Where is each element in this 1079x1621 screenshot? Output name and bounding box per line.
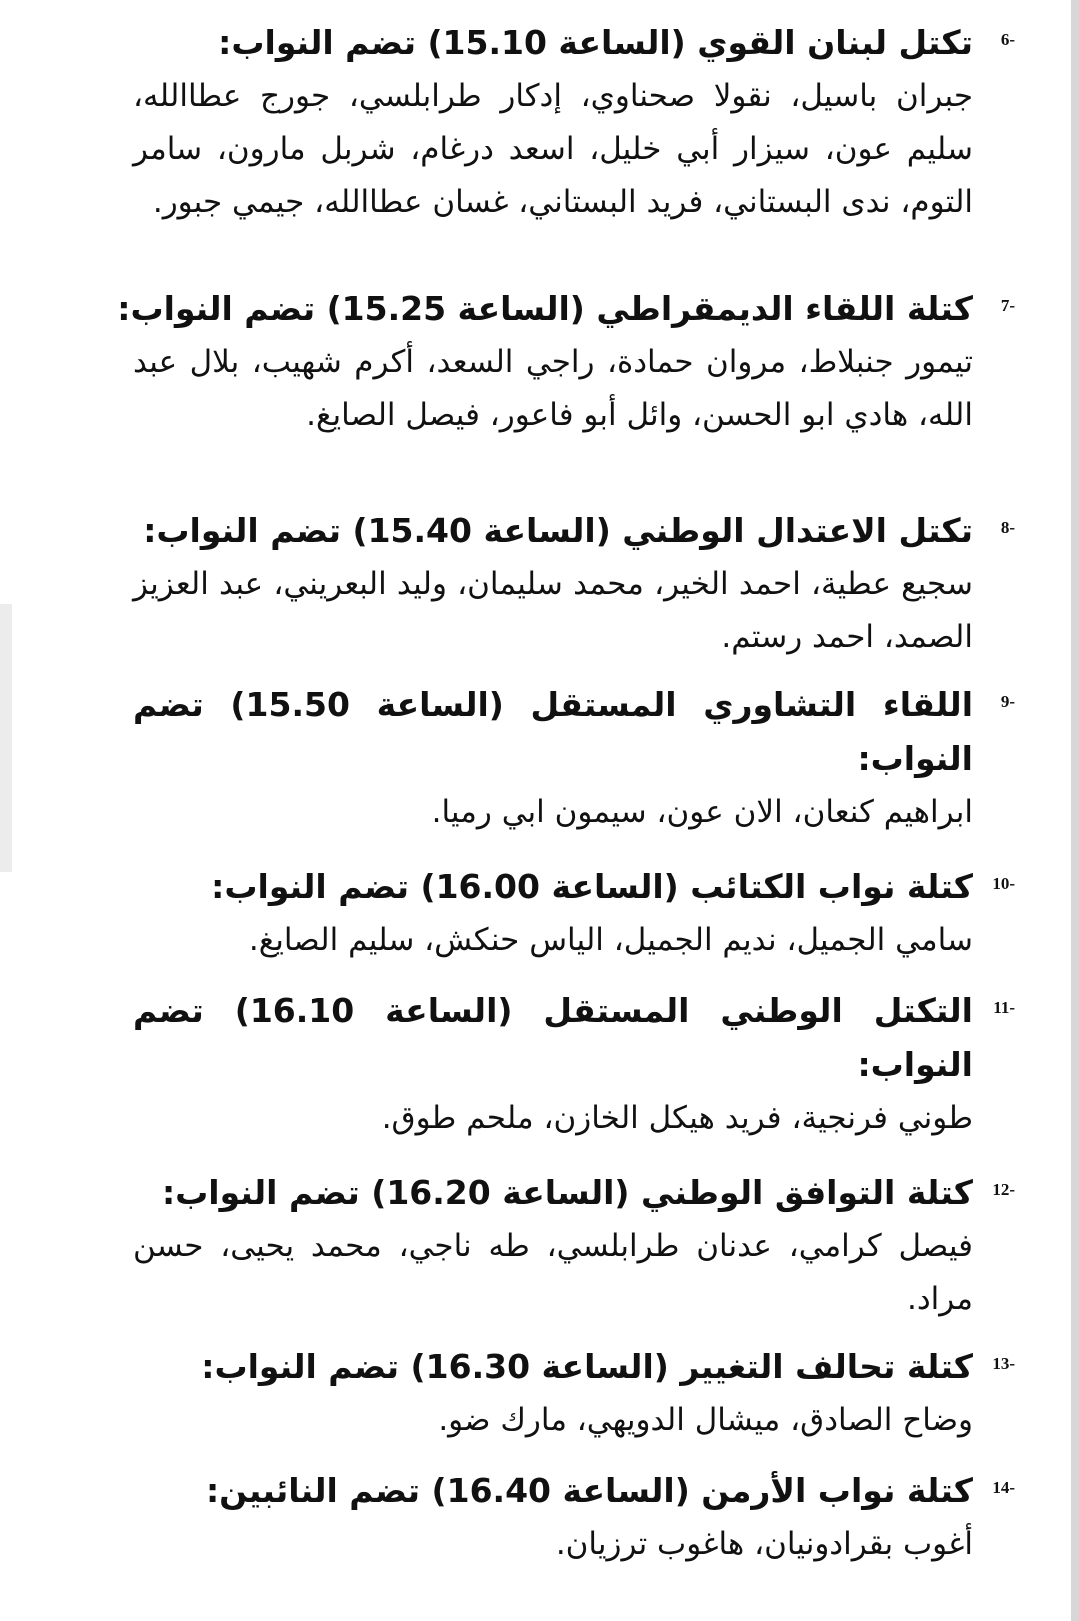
bloc-members: سجيع عطية، احمد الخير، محمد سليمان، وليد البعريني، عبد العزيز الصمد، احمد رستم. [133,566,973,655]
bloc-heading: اللقاء التشاوري المستقل (الساعة 15.50) تضم النواب: [133,685,974,778]
bloc-members: ابراهيم كنعان، الان عون، سيمون ابي رميا. [431,794,973,830]
bloc-entry-12 [133,1166,1015,1326]
entry-number: 11- [993,998,1015,1017]
bloc-heading: كتلة اللقاء الديمقراطي (الساعة 15.25) تضم النواب: [117,289,973,328]
bloc-entry-6 [133,16,1015,229]
bloc-heading: كتلة نواب الكتائب (الساعة 16.00) تضم النواب: [211,867,973,906]
bloc-heading: التكتل الوطني المستقل (الساعة 16.10) تضم النواب: [133,991,973,1084]
bloc-members: أغوب بقرادونيان، هاغوب ترزيان. [555,1526,973,1562]
bloc-entry-14 [133,1464,1015,1571]
bloc-heading: كتلة نواب الأرمن (الساعة 16.40) تضم النائبين: [205,1471,973,1510]
entry-number: 12- [992,1180,1015,1199]
bloc-entry-7 [117,282,1015,442]
entry-number: 7- [1000,296,1015,315]
bloc-entry-8 [133,504,1015,664]
bloc-heading: كتلة التوافق الوطني (الساعة 16.20) تضم النواب: [161,1173,973,1212]
bloc-entry-9 [133,678,1015,839]
bloc-heading: تكتل الاعتدال الوطني (الساعة 15.40) تضم النواب: [143,511,973,550]
bloc-members: جبران باسيل، نقولا صحناوي، إدكار طرابلسي، جورج عطاالله، سليم عون، سيزار أبي خليل، اسعد درغام، شربل مارون، سامر التوم، ندى البستاني، فريد البستاني، غسان عطاالله، جيمي جبور. [133,78,973,220]
bloc-heading: تكتل لبنان القوي (الساعة 15.10) تضم النواب: [218,23,973,62]
entry-number: 9- [1000,692,1015,711]
bloc-members: طوني فرنجية، فريد هيكل الخازن، ملحم طوق. [381,1100,973,1136]
bloc-entry-10 [133,860,1015,967]
bloc-members: تيمور جنبلاط، مروان حمادة، راجي السعد، أكرم شهيب، بلال عبد الله، هادي ابو الحسن، وائل أبو فاعور، فيصل الصايغ. [133,344,973,433]
bloc-members: سامي الجميل، نديم الجميل، الياس حنكش، سليم الصايغ. [248,922,973,958]
bloc-entry-13 [133,1340,1015,1447]
entry-number: 8- [1000,518,1015,537]
bloc-members: فيصل كرامي، عدنان طرابلسي، طه ناجي، محمد يحيى، حسن مراد. [133,1228,973,1317]
entry-number: 14- [992,1478,1015,1497]
bloc-entry-11 [133,984,1015,1145]
bloc-members: وضاح الصادق، ميشال الدويهي، مارك ضو. [438,1402,973,1438]
entry-number: 6- [1000,30,1015,49]
bloc-heading: كتلة تحالف التغيير (الساعة 16.30) تضم النواب: [201,1347,973,1386]
entry-number: 13- [992,1354,1015,1373]
entry-number: 10- [992,874,1015,893]
